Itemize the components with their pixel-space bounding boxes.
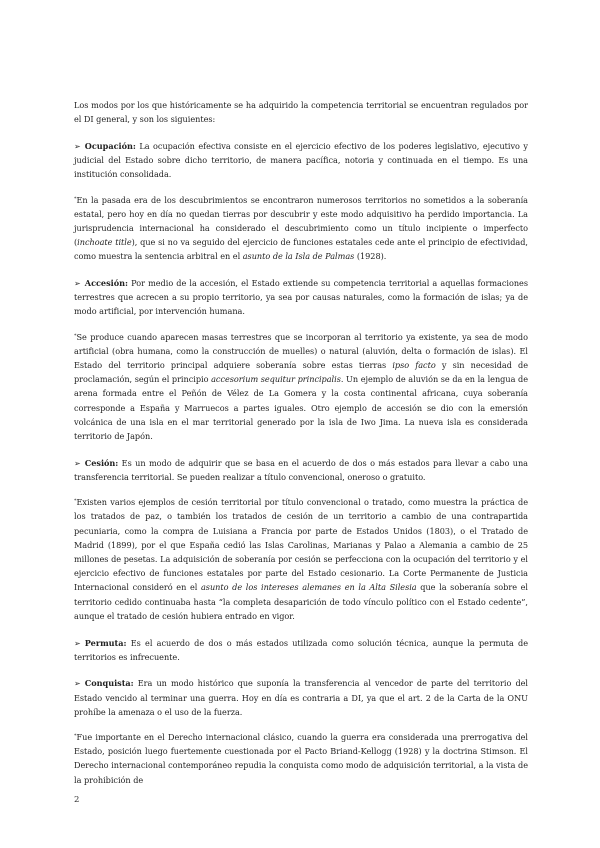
- document-body: [74, 98, 528, 787]
- note-marker: *: [74, 332, 77, 339]
- arrow-bullet-icon: ➢: [74, 278, 81, 289]
- text-cesion: Es un modo de adquirir que se basa en el acuerdo de dos o más estados para llevar a cabo una transferencia territorial. Se pueden realizar a título convencional, oneroso o gratuito.: [74, 457, 528, 482]
- intro-paragraph: Los modos por los que históricamente se ha adquirido la competencia territorial se encuentran regulados por el DI general, y son los siguientes:: [74, 100, 528, 125]
- term-accesion: Accesión:: [84, 278, 128, 289]
- text-permuta: Es el acuerdo de dos o más estados utilizada como solución técnica, aunque la permuta de territorios es infrecuente.: [74, 637, 528, 662]
- page-number: 2: [74, 795, 80, 805]
- note-accesion: *Se produce cuando aparecen masas terrestres que se incorporan al territorio ya existente, ya sea de modo artificial (obra humana, como la construcción de muelles) o natural (aluvión, delta o formación de islas). El Estado del territorio principal adquiere soberanía sobre estas tierras ipso facto y sin necesidad de proclamación, según el principio accesorium sequitur principalis. Un ejemplo de aluvión se da en la lengua de arena formada entre el Peñón de Vélez de La Gomera y la costa continental africana, cuya soberanía corresponde a España y Marruecos a partes iguales. Otro ejemplo de accesión se dio con la emersión volcánica de una isla en el mar territorial generado por la isla de Iwo Jima. La nueva isla es considerada territorio de Japón.: [74, 331, 528, 442]
- note-marker: *: [74, 195, 77, 202]
- arrow-bullet-icon: ➢: [74, 678, 81, 689]
- note-ocupacion: *En la pasada era de los descubrimientos se encontraron numerosos territorios no sometidos a la soberanía estatal, pero hoy en día no quedan tierras por descubrir y este modo adquisitivo ha perdido importancia. La jurisprudencia internacional ha considerado el descubrimiento como un título incipiente o imperfecto (inchoate title), que si no va seguido del ejercicio de funciones estatales cede ante el principio de efectividad, como muestra la sentencia arbitral en el asunto de la Isla de Palmas (1928).: [74, 194, 528, 262]
- item-accesion: [74, 276, 528, 319]
- item-permuta: [74, 636, 528, 664]
- item-ocupacion: [74, 139, 528, 182]
- note-marker: *: [74, 733, 77, 740]
- arrow-bullet-icon: ➢: [74, 637, 81, 648]
- arrow-bullet-icon: ➢: [74, 457, 81, 468]
- note-cesion: *Existen varios ejemplos de cesión territorial por título convencional o tratado, como muestra la práctica de los tratados de paz, o también los tratados de cesión de un territorio a cambio de una contrapartida pecuniaria, como la compra de Luisiana a Francia por parte de Estados Unidos (1803), o el Tratado de Madrid (1899), por el que España cedió las Islas Carolinas, Marianas y Palao a Alemania a cambio de 25 millones de pesetas. La adquisición de soberanía por cesión se perfecciona con la ocupación del territorio y el ejercicio efectivo de funciones estatales por parte del Estado cesionario. La Corte Permanente de Justicia Internacional consideró en el asunto de los intereses alemanes en la Alta Silesia que la soberanía sobre el territorio cedido continuaba hasta “la completa desaparición de todo vínculo político con el Estado cedente”, aunque el tratado de cesión hubiera entrado en vigor.: [74, 497, 529, 621]
- term-ocupacion: Ocupación:: [84, 140, 136, 151]
- text-accesion: Por medio de la accesión, el Estado extiende su competencia territorial a aquellas formaciones terrestres que acrecen a su propio territorio, ya sea por causas naturales, como la formación de islas; ya de modo artificial, por intervención humana.: [74, 278, 528, 317]
- text-conquista: Era un modo histórico que suponía la transferencia al vencedor de parte del territorio del Estado vencido al terminar una guerra. Hoy en día es contraria a DI, ya que el art. 2 de la Carta de la ONU prohíbe la amenaza o el uso de la fuerza.: [74, 678, 528, 717]
- term-cesion: Cesión:: [84, 457, 119, 468]
- note-conquista: *Fue importante en el Derecho internacional clásico, cuando la guerra era considerada una prerrogativa del Estado, posición luego fuertemente cuestionada por el Pacto Briand-Kellogg (1928) y la doctrina Stimson. El Derecho internacional contemporáneo repudia la conquista como modo de adquisición territorial, a la vista de la prohibición de: [74, 732, 528, 785]
- note-marker: *: [74, 498, 77, 505]
- text-ocupacion: La ocupación efectiva consiste en el ejercicio efectivo de los poderes legislativo, ejecutivo y judicial del Estado sobre dicho territorio, de manera pacífica, notoria y continuada en el tiempo. Es una institución consolidada.: [74, 140, 528, 180]
- item-cesion: [74, 456, 528, 484]
- term-permuta: Permuta:: [84, 637, 127, 648]
- item-conquista: [74, 676, 528, 719]
- term-conquista: Conquista:: [84, 678, 134, 689]
- arrow-bullet-icon: ➢: [74, 140, 81, 151]
